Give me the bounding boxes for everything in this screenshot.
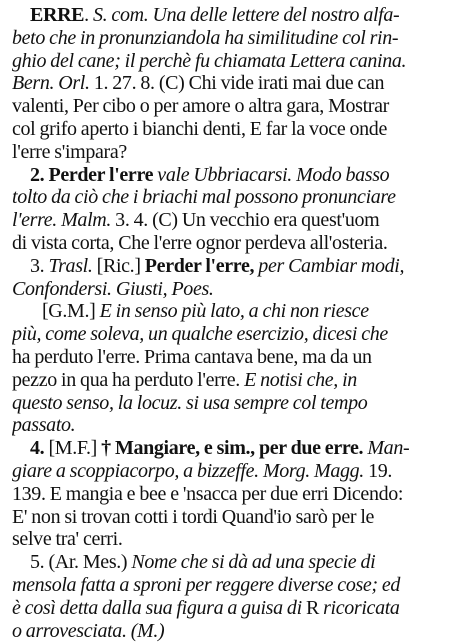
text-run: Perder l'erre,	[144, 254, 255, 277]
entry-line	[12, 414, 460, 437]
dictionary-entry	[12, 300, 460, 437]
entry-line	[12, 118, 460, 141]
entry-line	[12, 392, 460, 415]
text-run: più, come soleva, un qualche esercizio, dicesi che	[12, 323, 388, 346]
entry-line	[12, 72, 460, 95]
text-run: 5. (Ar. Mes.)	[30, 551, 132, 574]
text-run: E notisi che, in	[244, 368, 357, 391]
text-run: per Cambiar modi,	[254, 254, 405, 277]
entry-line	[12, 369, 460, 392]
text-run: R	[305, 596, 319, 619]
text-run: beto che in pronunziandola ha similitudine col rin-	[12, 26, 399, 49]
text-run: [G.M.]	[42, 300, 100, 323]
entry-line	[12, 209, 460, 232]
entry-line	[12, 346, 460, 369]
text-run: giare a scoppiacorpo, a bizzeffe. Morg. Magg.	[12, 459, 364, 482]
entry-line	[12, 506, 460, 529]
entry-line	[12, 278, 460, 301]
text-run: col grifo aperto i bianchi denti, E far la voce onde	[12, 117, 387, 140]
entry-line	[12, 437, 460, 460]
entry-text-body	[12, 4, 460, 642]
text-run: ghio del cane; il perchè fu chiamata Lettera canina.	[12, 49, 407, 72]
text-run: questo senso, la locuz. si usa sempre col tempo	[12, 391, 368, 414]
entry-line	[12, 232, 460, 255]
text-run: Man-	[363, 437, 410, 460]
entry-line	[12, 255, 460, 278]
text-run: .	[84, 4, 93, 26]
text-run: Bern. Orl.	[12, 72, 90, 95]
text-run: 19.	[363, 459, 393, 482]
entry-line	[12, 50, 460, 73]
text-run: o arrovesciata. (M.)	[12, 619, 165, 642]
text-run: 2. Perder l'erre	[30, 163, 154, 186]
entry-line	[12, 186, 460, 209]
text-run: ricoricata	[318, 596, 400, 619]
text-run: selve tra' cerri.	[12, 528, 123, 551]
text-run: 3. 4. (C) Un vecchio era quest'uom	[111, 209, 380, 232]
text-run: [M.F.]	[48, 437, 102, 460]
text-run: di vista corta, Che l'erre ognor perdeva all'osteria.	[12, 231, 388, 254]
text-run: E' non si trovan cotti i tordi Quand'io sarò per le	[12, 505, 375, 528]
text-run: valenti, Per cibo o per amore o altra gara, Mostrar	[12, 95, 389, 118]
entry-line	[12, 460, 460, 483]
text-run: l'erre s'impara?	[12, 140, 127, 163]
text-run: vale Ubbriacarsi. Modo basso	[153, 163, 390, 186]
text-run: E in senso più lato, a chi non riesce	[99, 300, 369, 323]
dictionary-entry	[12, 4, 460, 164]
entry-line	[12, 141, 460, 164]
text-run: passato.	[12, 414, 76, 437]
text-run: † Mangiare, e sim., per due erre.	[101, 437, 364, 460]
entry-line	[12, 551, 460, 574]
text-run: Trasl.	[48, 254, 93, 277]
entry-line	[12, 597, 460, 620]
text-run: Confondersi. Giusti, Poes.	[12, 277, 214, 300]
entry-line	[12, 528, 460, 551]
text-run: mensola fatta a sproni per reggere diverse cose; ed	[12, 573, 401, 596]
entry-line	[12, 164, 460, 187]
text-run: ERRE	[30, 4, 85, 26]
text-run: [Ric.]	[92, 254, 145, 277]
text-run: S. com. Una delle lettere del nostro alfa-	[92, 4, 400, 26]
text-run: 4.	[30, 437, 49, 460]
entry-line	[12, 27, 460, 50]
dictionary-entry	[12, 551, 460, 642]
text-run: 3.	[30, 254, 49, 277]
text-run: è così detta dalla sua figura a guisa di	[12, 596, 306, 619]
entry-line	[12, 95, 460, 118]
dictionary-entry	[12, 255, 460, 301]
text-run: Nome che si dà ad una specie di	[131, 551, 376, 574]
entry-line	[12, 4, 460, 27]
text-run: l'erre. Malm.	[12, 209, 112, 232]
text-run: ha perduto l'erre. Prima cantava bene, ma da un	[12, 345, 372, 368]
entry-line	[12, 574, 460, 597]
text-run: 139. E mangia e bee e 'nsacca per due erri Dicendo:	[12, 482, 404, 505]
text-run: 1. 27. 8. (C) Chi vide irati mai due can	[89, 72, 385, 95]
entry-line	[12, 323, 460, 346]
dictionary-entry	[12, 437, 460, 551]
entry-line	[12, 300, 460, 323]
entry-line	[12, 483, 460, 506]
text-run: tolto da ciò che i briachi mal possono pronunciare	[12, 186, 396, 209]
entry-line	[12, 620, 460, 642]
text-run: pezzo in qua ha perduto l'erre.	[12, 368, 245, 391]
dictionary-entry	[12, 164, 460, 255]
